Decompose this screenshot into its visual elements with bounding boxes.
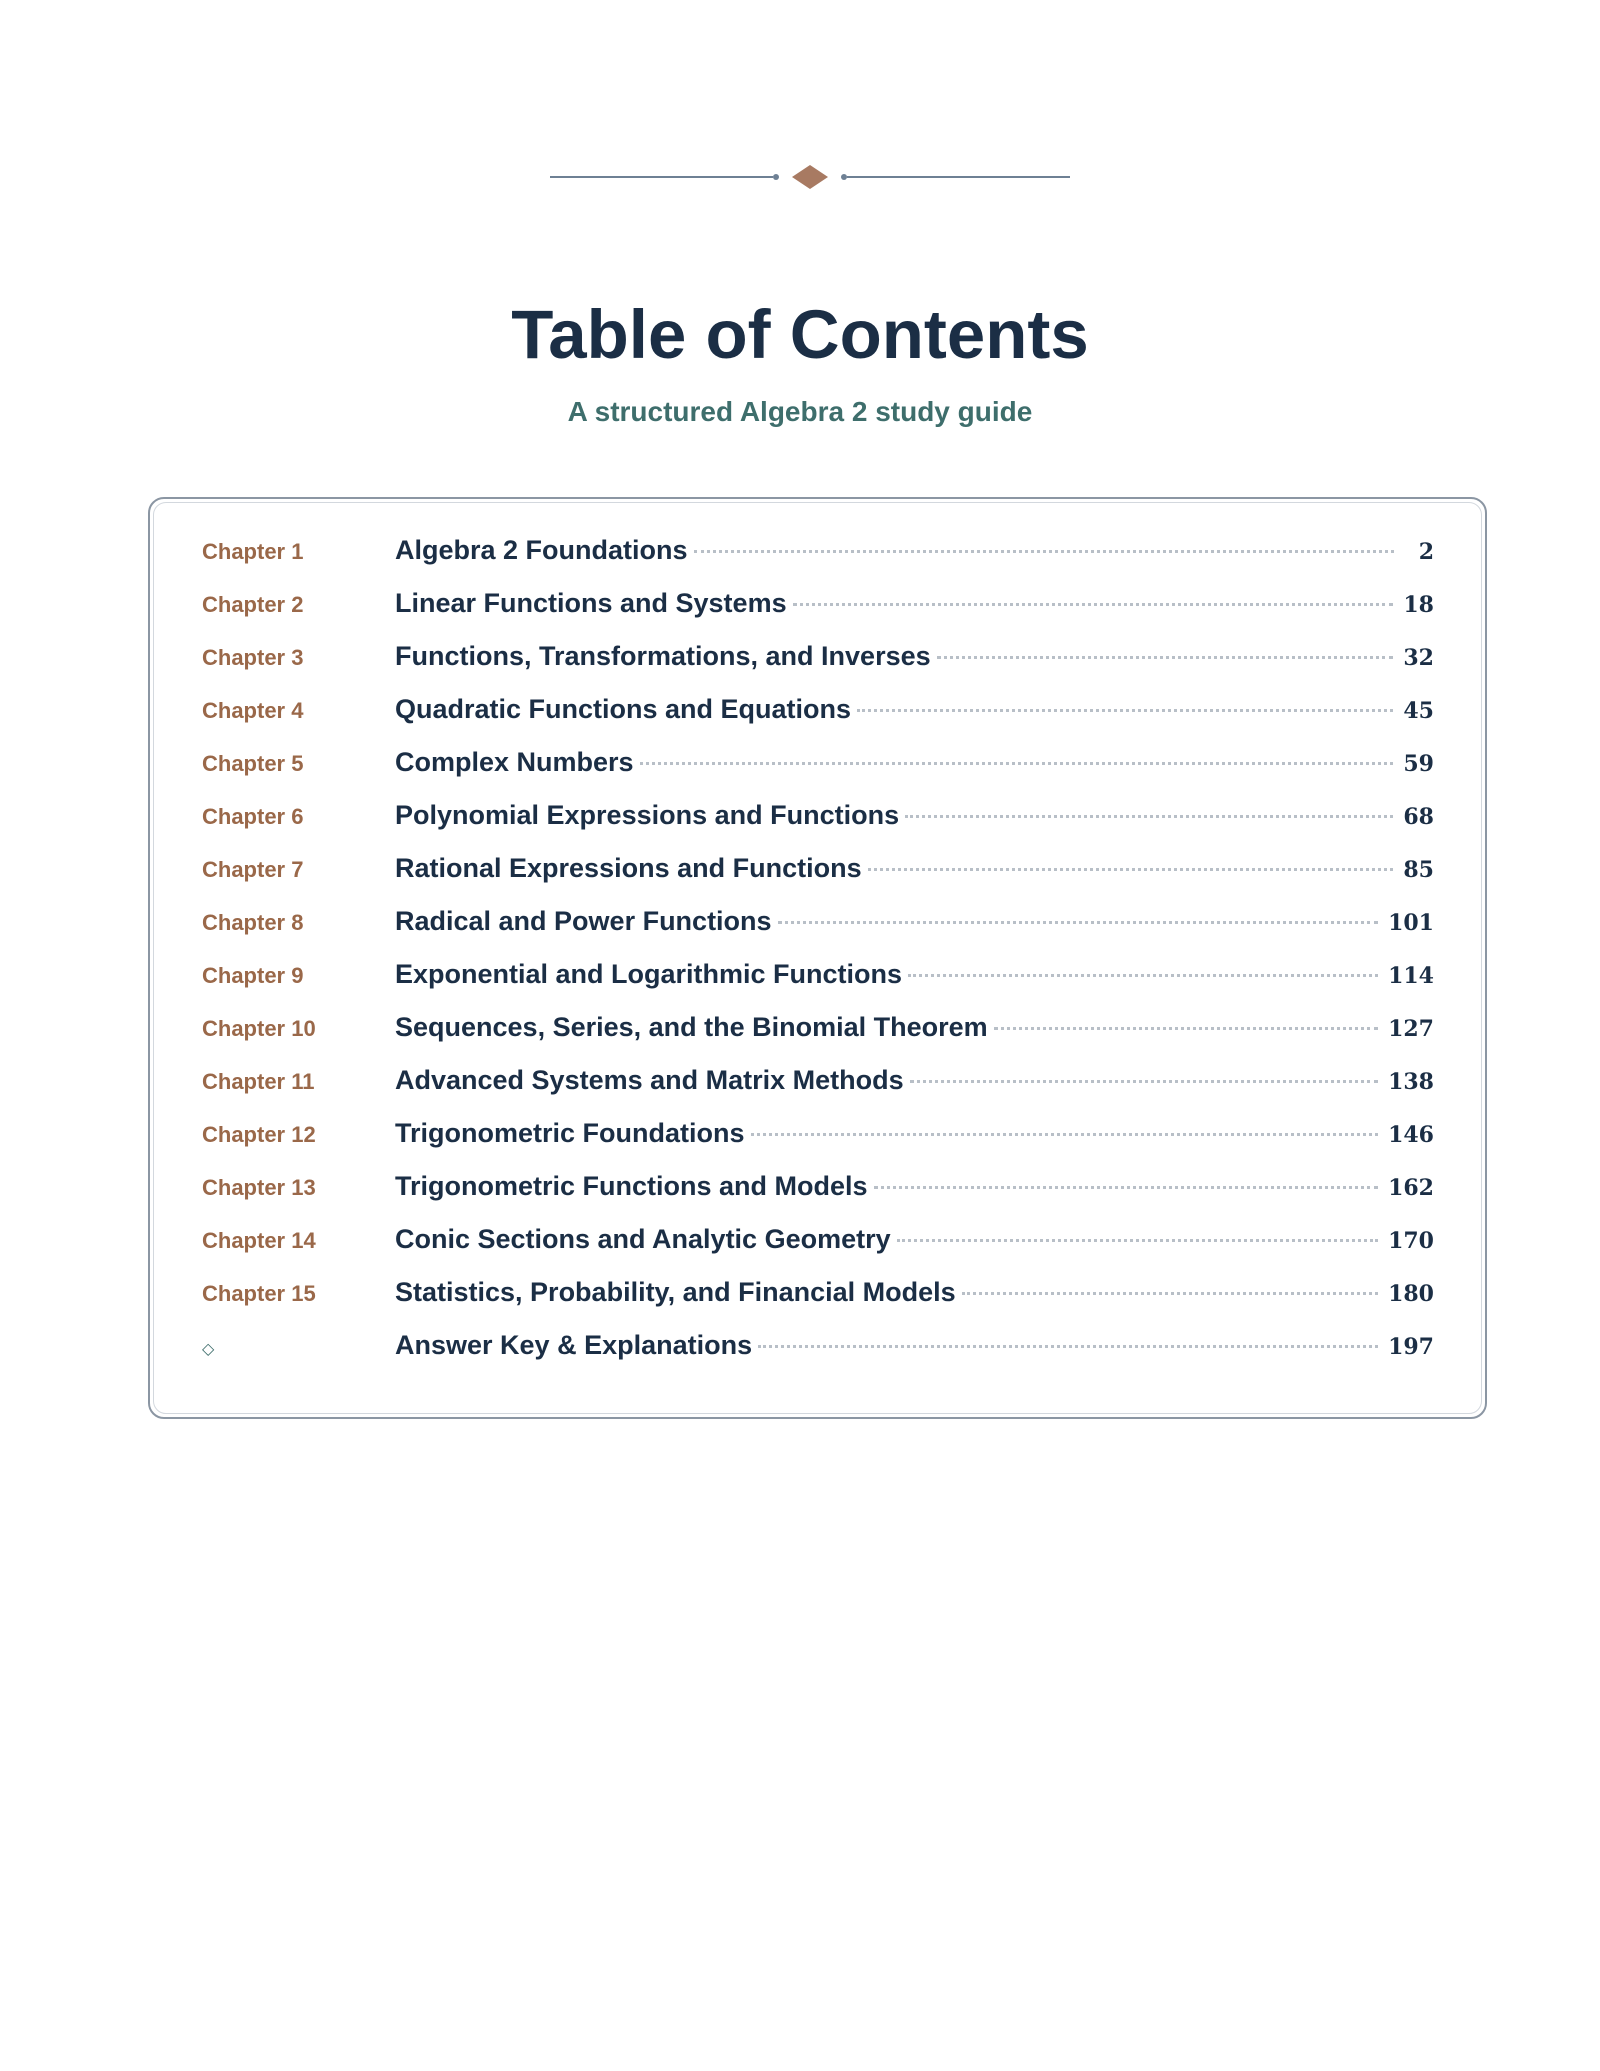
chapter-label: Chapter 8 bbox=[202, 910, 304, 935]
dot-leader bbox=[751, 1133, 1379, 1136]
page-title: Table of Contents bbox=[511, 296, 1089, 373]
chapter-title: Quadratic Functions and Equations bbox=[395, 694, 852, 724]
toc-entry[interactable] bbox=[202, 641, 1434, 694]
chapter-title: Algebra 2 Foundations bbox=[395, 535, 688, 565]
toc-entry[interactable] bbox=[202, 1118, 1434, 1171]
chapter-title: Sequences, Series, and the Binomial Theorem bbox=[395, 1012, 988, 1042]
chapter-label: Chapter 14 bbox=[202, 1228, 316, 1253]
dot-leader bbox=[694, 550, 1394, 553]
page-number: 138 bbox=[1388, 1069, 1434, 1095]
chapter-label: Chapter 7 bbox=[202, 857, 304, 882]
chapter-label: Chapter 15 bbox=[202, 1281, 316, 1306]
toc-entry[interactable] bbox=[202, 1065, 1434, 1118]
dot-leader bbox=[793, 603, 1394, 606]
chapter-title: Radical and Power Functions bbox=[395, 906, 772, 936]
chapter-title: Polynomial Expressions and Functions bbox=[395, 800, 900, 830]
page-number: 32 bbox=[1403, 645, 1434, 671]
page-number: 45 bbox=[1403, 698, 1434, 724]
chapter-title: Trigonometric Functions and Models bbox=[395, 1171, 868, 1201]
toc-entry[interactable] bbox=[202, 694, 1434, 747]
toc-entry[interactable] bbox=[202, 1224, 1434, 1277]
dot-leader bbox=[857, 709, 1393, 712]
toc-entry[interactable] bbox=[202, 1330, 1434, 1383]
chapter-title: Advanced Systems and Matrix Methods bbox=[395, 1065, 904, 1095]
chapter-label: Chapter 2 bbox=[202, 592, 304, 617]
page-number: 170 bbox=[1388, 1228, 1434, 1254]
chapter-label: Chapter 13 bbox=[202, 1175, 316, 1200]
page-number: 146 bbox=[1388, 1122, 1434, 1148]
page-number: 68 bbox=[1403, 804, 1434, 830]
dot-leader bbox=[908, 974, 1378, 977]
toc-entry[interactable] bbox=[202, 747, 1434, 800]
toc-entry[interactable] bbox=[202, 1171, 1434, 1224]
chapter-title: Trigonometric Foundations bbox=[395, 1118, 745, 1148]
dot-leader bbox=[758, 1345, 1378, 1348]
chapter-title: Answer Key & Explanations bbox=[395, 1330, 753, 1360]
dot-leader bbox=[897, 1239, 1378, 1242]
dot-leader bbox=[937, 656, 1394, 659]
toc-entry[interactable] bbox=[202, 535, 1434, 588]
page-number: 101 bbox=[1388, 910, 1434, 936]
toc-list bbox=[202, 535, 1434, 1383]
toc-entry[interactable] bbox=[202, 959, 1434, 1012]
chapter-label: Chapter 3 bbox=[202, 645, 304, 670]
page-number: 197 bbox=[1388, 1334, 1434, 1360]
chapter-label: Chapter 6 bbox=[202, 804, 304, 829]
chapter-label: Chapter 10 bbox=[202, 1016, 316, 1041]
page-number: 59 bbox=[1403, 751, 1434, 777]
chapter-label: Chapter 1 bbox=[202, 539, 304, 564]
chapter-label: Chapter 5 bbox=[202, 751, 304, 776]
page-number: 162 bbox=[1388, 1175, 1434, 1201]
chapter-title: Complex Numbers bbox=[395, 747, 634, 777]
page-number: 127 bbox=[1388, 1016, 1434, 1042]
toc-entry[interactable] bbox=[202, 588, 1434, 641]
dot-leader bbox=[994, 1027, 1378, 1030]
dot-leader bbox=[874, 1186, 1379, 1189]
chapter-label: Chapter 4 bbox=[202, 698, 304, 723]
chapter-title: Statistics, Probability, and Financial Models bbox=[395, 1277, 956, 1307]
dot-leader bbox=[910, 1080, 1378, 1083]
ornament-dot-right bbox=[841, 174, 847, 180]
dot-leader bbox=[640, 762, 1394, 765]
chapter-title: Functions, Transformations, and Inverses bbox=[395, 641, 931, 671]
dot-leader bbox=[778, 921, 1378, 924]
toc-entry[interactable] bbox=[202, 800, 1434, 853]
chapter-label: Chapter 11 bbox=[202, 1069, 315, 1094]
dot-leader bbox=[905, 815, 1393, 818]
chapter-title: Conic Sections and Analytic Geometry bbox=[395, 1224, 891, 1254]
ornament-dot-left bbox=[773, 174, 779, 180]
page-subtitle: A structured Algebra 2 study guide bbox=[567, 396, 1033, 427]
dot-leader bbox=[962, 1292, 1378, 1295]
chapter-title: Rational Expressions and Functions bbox=[395, 853, 862, 883]
ornament-diamond-icon bbox=[792, 165, 828, 189]
dot-leader bbox=[868, 868, 1394, 871]
chapter-label: Chapter 9 bbox=[202, 963, 304, 988]
answer-key-diamond-icon: ◇ bbox=[202, 1341, 215, 1358]
toc-entry[interactable] bbox=[202, 853, 1434, 906]
toc-entry[interactable] bbox=[202, 1012, 1434, 1065]
page-number: 2 bbox=[1418, 539, 1434, 565]
page-number: 114 bbox=[1388, 963, 1434, 989]
chapter-title: Linear Functions and Systems bbox=[395, 588, 787, 618]
toc-entry[interactable] bbox=[202, 906, 1434, 959]
header-ornament bbox=[550, 163, 1070, 191]
page-number: 18 bbox=[1403, 592, 1434, 618]
page-number: 85 bbox=[1403, 857, 1434, 883]
toc-entry[interactable] bbox=[202, 1277, 1434, 1330]
toc-box bbox=[148, 497, 1487, 1419]
chapter-label: Chapter 12 bbox=[202, 1122, 316, 1147]
chapter-title: Exponential and Logarithmic Functions bbox=[395, 959, 903, 989]
page-number: 180 bbox=[1388, 1281, 1434, 1307]
